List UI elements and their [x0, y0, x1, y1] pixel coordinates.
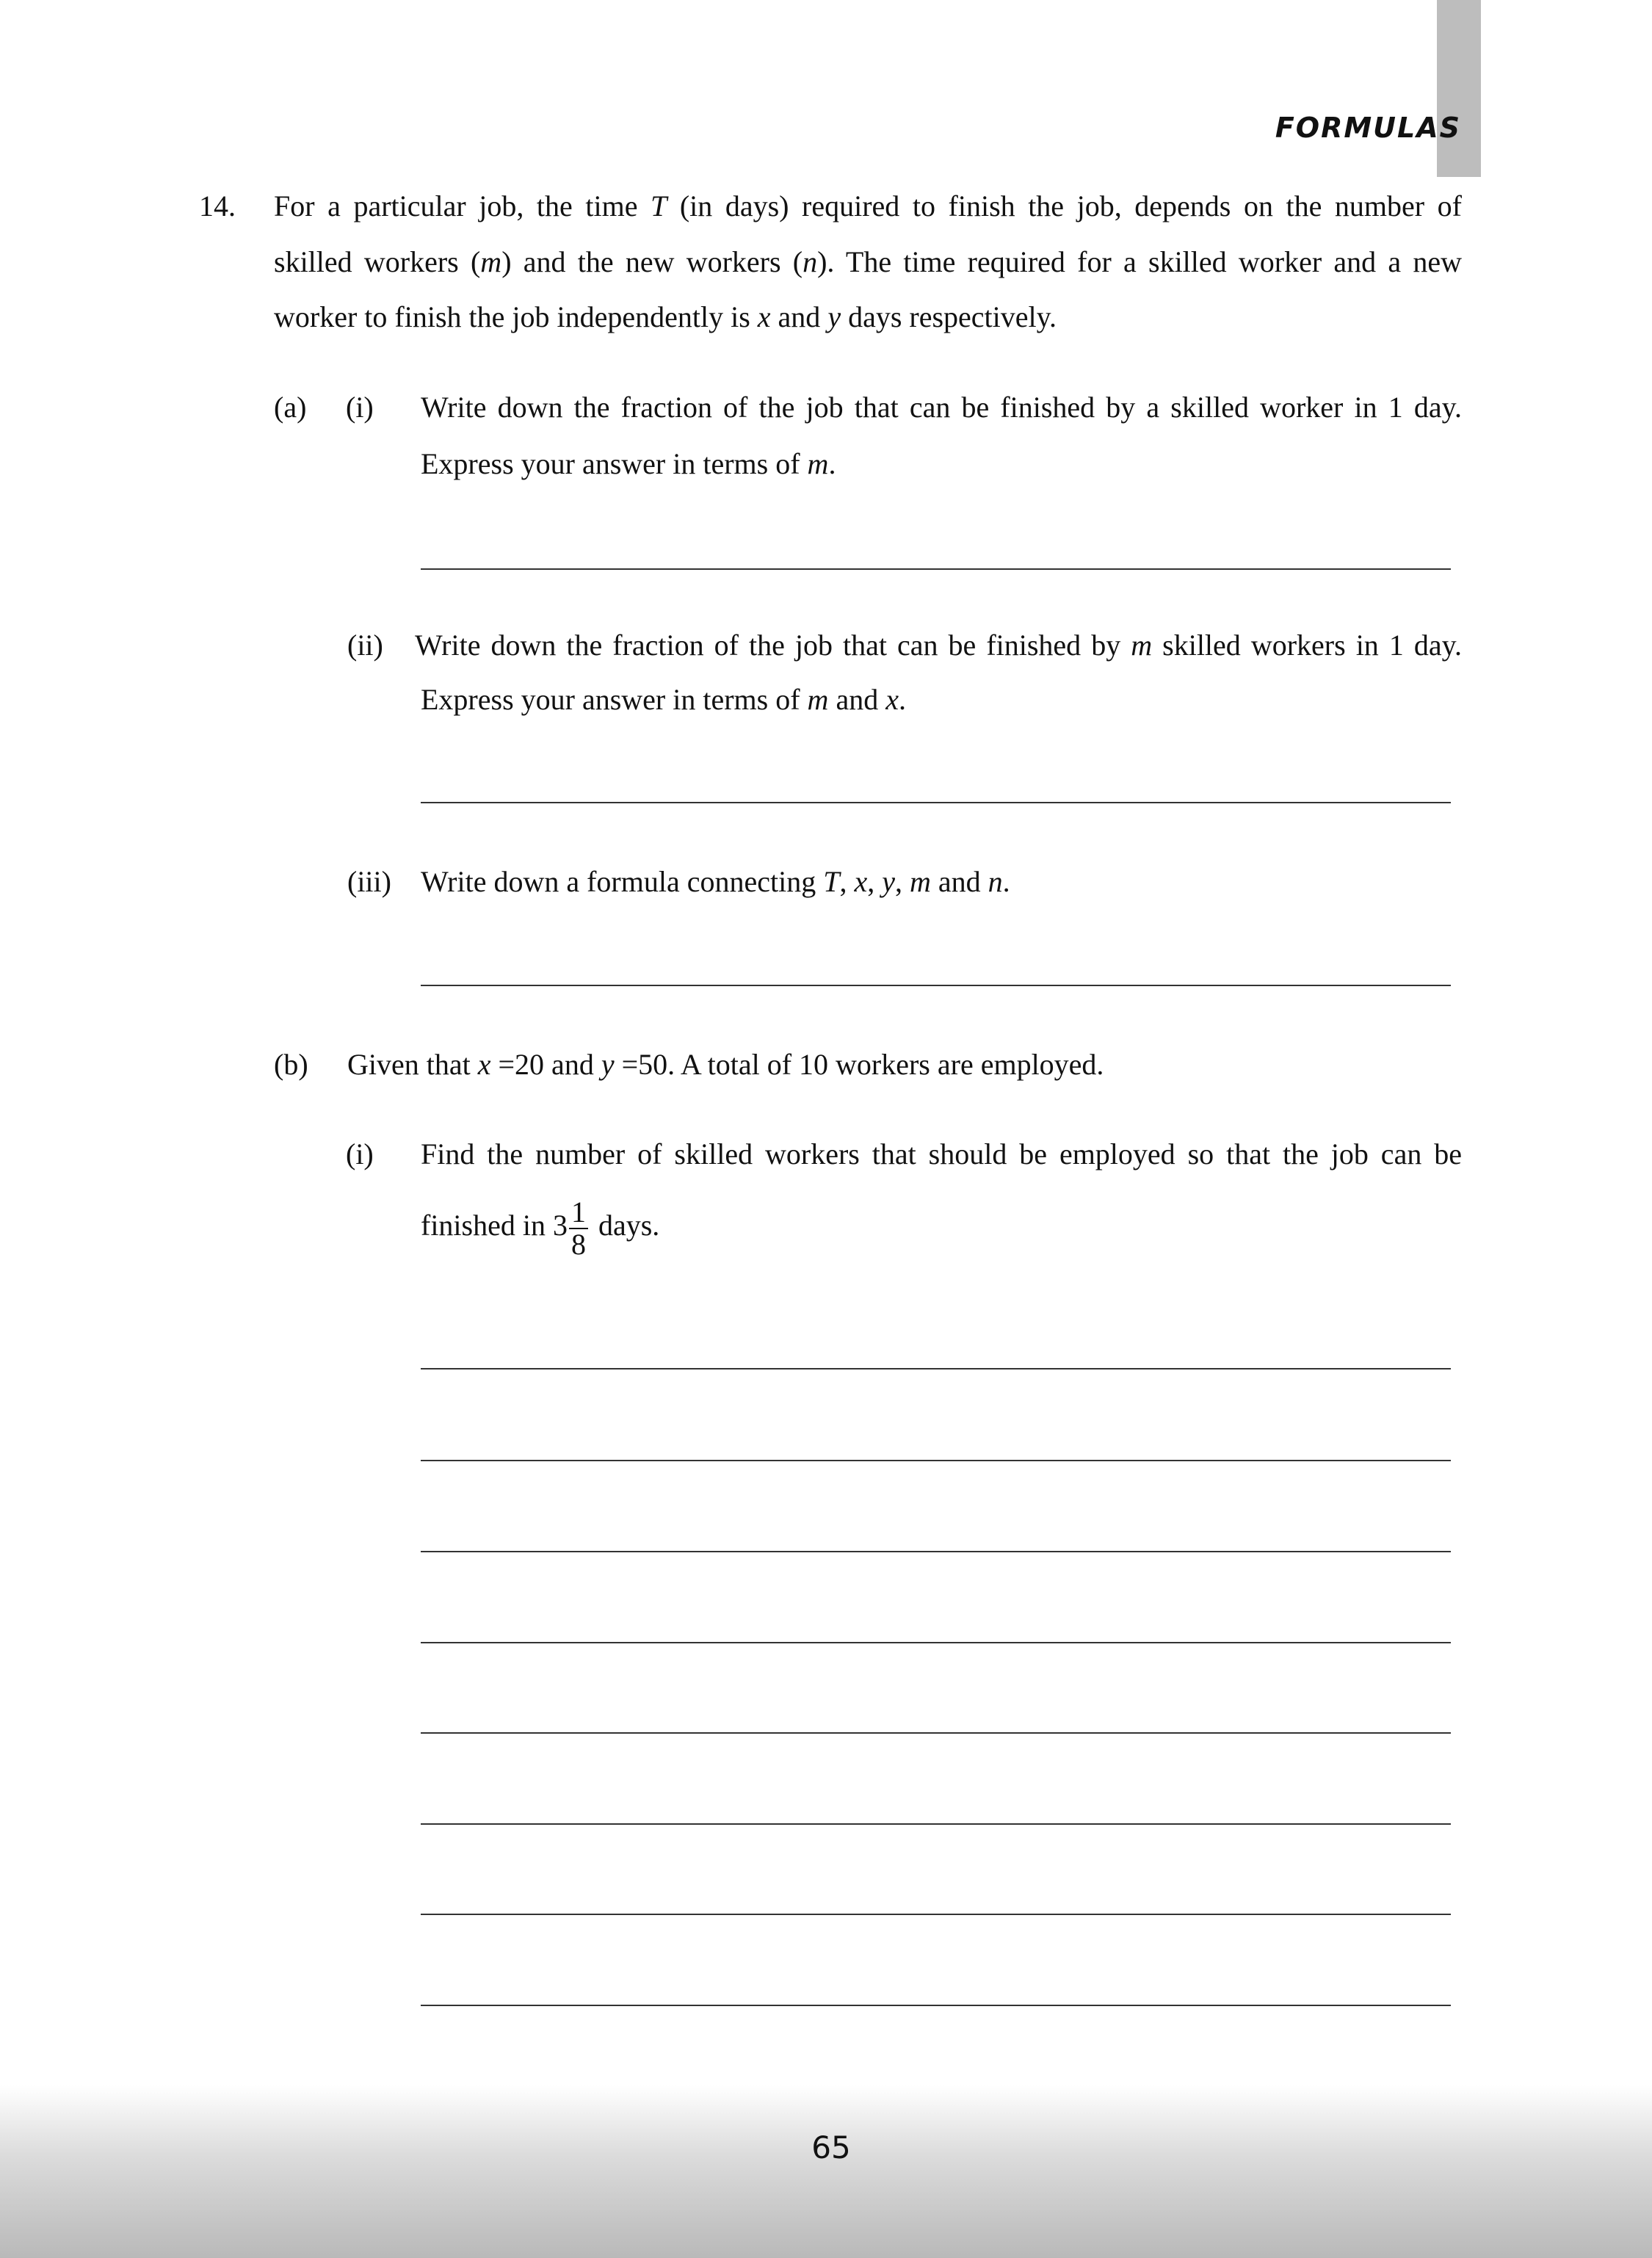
question-number: 14.	[199, 189, 236, 222]
part-a-i-label: (i)	[346, 391, 374, 424]
part-a-ii-line2: Express your answer in terms of m and x.	[421, 683, 906, 716]
part-a-i-line2: Express your answer in terms of m.	[421, 447, 836, 480]
answer-line[interactable]	[421, 802, 1451, 803]
part-b-i-line1: Find the number of skilled workers that should be employed so that the job can be	[421, 1137, 1462, 1170]
answer-line[interactable]	[421, 1823, 1451, 1825]
part-b-text: Given that x =20 and y =50. A total of 10 workers are employed.	[347, 1048, 1104, 1081]
answer-line[interactable]	[421, 1368, 1451, 1369]
part-a-ii-line1: Write down the fraction of the job that can be finished by m skilled workers in 1 day.	[415, 629, 1462, 662]
fraction: $\frac{1}{8}$	[569, 1197, 588, 1260]
answer-line[interactable]	[421, 1914, 1451, 1915]
stem-line-1: For a particular job, the time T (in days) required to finish the job, depends on the number of	[274, 189, 1462, 222]
part-a-ii-label: (ii)	[347, 629, 383, 662]
page-footer-band	[0, 2085, 1652, 2258]
section-title: FORMULAS	[1275, 112, 1461, 144]
section-tab-marker	[1437, 0, 1481, 177]
part-b-label: (b)	[274, 1048, 308, 1081]
part-a-label: (a)	[274, 391, 307, 424]
part-b-i-label: (i)	[346, 1137, 374, 1170]
answer-line[interactable]	[421, 2005, 1451, 2006]
answer-line[interactable]	[421, 568, 1451, 570]
part-b-i-line2: finished in 3 $\frac{1}{8}$ days.	[421, 1195, 660, 1261]
part-a-iii-label: (iii)	[347, 865, 391, 898]
stem-line-3: worker to finish the job independently is x and y days respectively.	[274, 300, 1057, 333]
answer-line[interactable]	[421, 1460, 1451, 1461]
stem-line-2: skilled workers (m) and the new workers (n). The time required for a skilled worker and a new	[274, 245, 1463, 278]
answer-line[interactable]	[421, 1642, 1451, 1643]
answer-line[interactable]	[421, 985, 1451, 986]
answer-line[interactable]	[421, 1551, 1451, 1552]
part-a-iii-text: Write down a formula connecting T, x, y, m and n.	[421, 865, 1010, 898]
part-a-i-line1: Write down the fraction of the job that can be finished by a skilled worker in 1 day.	[421, 391, 1462, 424]
page-number: 65	[811, 2129, 851, 2165]
answer-line[interactable]	[421, 1732, 1451, 1734]
